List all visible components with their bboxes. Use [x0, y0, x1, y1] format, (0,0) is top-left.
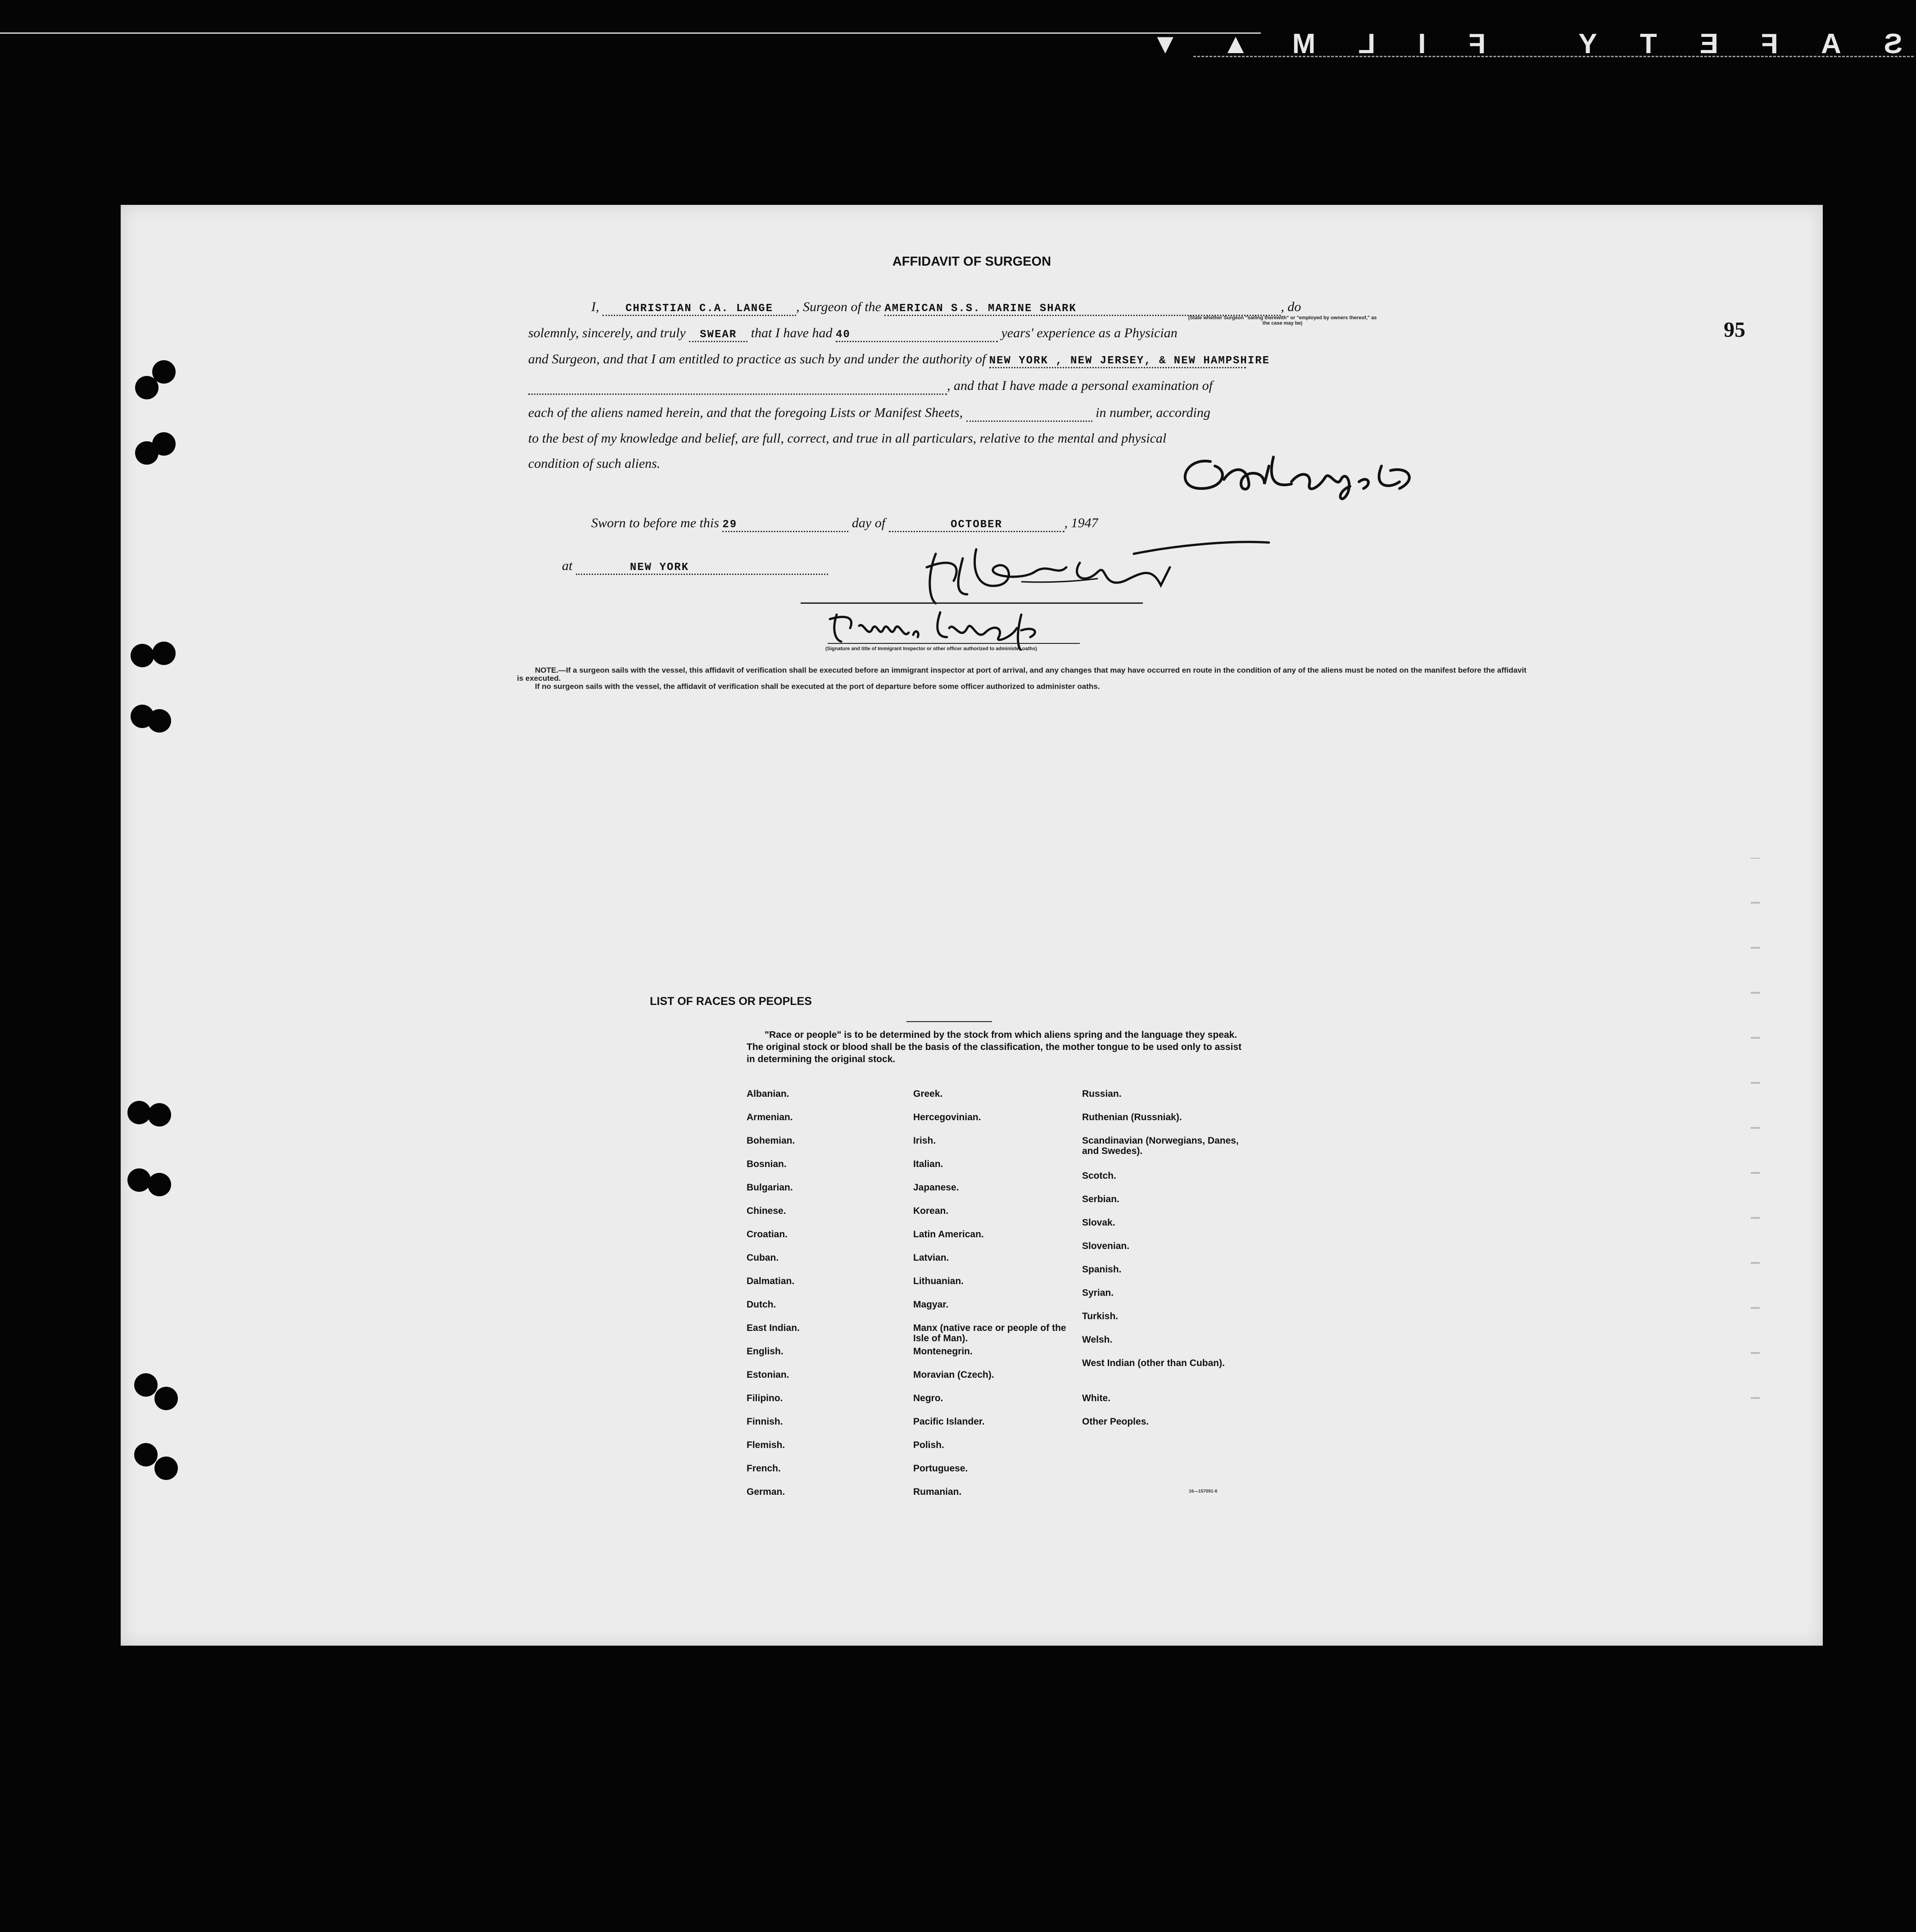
film-arrows: ▲▼	[1108, 28, 1250, 59]
surgeon-name-field: CHRISTIAN C.A. LANGE	[602, 303, 796, 316]
races-column-3	[1082, 1089, 1244, 1440]
vessel-note: (State whether Surgeon "sailing therewith" or "employed by owners thereof," as the case may be)	[1188, 315, 1377, 326]
binder-hole	[131, 644, 154, 667]
affidavit-line-5: each of the aliens named herein, and that the foregoing Lists or Manifest Sheets, in number, according	[528, 405, 1210, 422]
races-column-1	[747, 1089, 800, 1510]
film-strip	[0, 0, 1916, 72]
race-item: Italian.	[913, 1159, 943, 1169]
race-item: Negro.	[913, 1393, 943, 1403]
binder-hole	[148, 1103, 171, 1127]
race-item: Serbian.	[1082, 1194, 1119, 1204]
race-item: Slovak.	[1082, 1217, 1115, 1228]
race-item: Rumanian.	[913, 1487, 962, 1497]
race-item: Japanese.	[913, 1182, 959, 1193]
race-item: Finnish.	[747, 1416, 783, 1427]
race-item: Pacific Islander.	[913, 1416, 985, 1427]
race-item: White.	[1082, 1393, 1110, 1403]
at-place-field: NEW YORK	[576, 561, 828, 575]
races-title: LIST OF RACES OR PEOPLES	[650, 995, 812, 1008]
sworn-month-field: OCTOBER	[889, 519, 1064, 532]
race-item: German.	[747, 1487, 785, 1497]
race-item: Flemish.	[747, 1440, 785, 1450]
race-item: Other Peoples.	[1082, 1416, 1149, 1427]
race-item: Turkish.	[1082, 1311, 1119, 1321]
race-item: Magyar.	[913, 1299, 949, 1310]
race-item: Moravian (Czech).	[913, 1370, 994, 1380]
race-item: Armenian.	[747, 1112, 793, 1122]
binder-hole	[148, 1173, 171, 1196]
race-item: Slovenian.	[1082, 1241, 1130, 1251]
race-item: Albanian.	[747, 1089, 789, 1099]
form-number: 16—157091-6	[1189, 1489, 1218, 1494]
race-item: Montenegrin.	[913, 1346, 973, 1357]
race-item: Welsh.	[1082, 1335, 1113, 1345]
race-item: Hercegovinian.	[913, 1112, 981, 1122]
race-item: Dalmatian.	[747, 1276, 795, 1286]
authority-field-continued	[528, 381, 947, 395]
affidavit-title: AFFIDAVIT OF SURGEON	[892, 254, 1051, 269]
race-item: Scandinavian (Norwegians, Danes, and Swedes).	[1082, 1136, 1239, 1156]
vessel-name-field: AMERICAN S.S. MARINE SHARK	[884, 303, 1281, 316]
oath-field: SWEAR	[689, 329, 747, 342]
race-item: Greek.	[913, 1089, 943, 1099]
race-item: Irish.	[913, 1136, 936, 1146]
race-item: East Indian.	[747, 1323, 800, 1333]
binder-hole	[135, 441, 159, 465]
sworn-year: 47	[1084, 516, 1098, 530]
races-title-rule	[906, 1021, 992, 1022]
affidavit-line-6: to the best of my knowledge and belief, are full, correct, and true in all particulars, relative to the mental and physical	[528, 431, 1167, 446]
signature-title-caption: (Signature and title of Immigrant Inspector or other officer authorized to administer oaths)	[825, 646, 1037, 652]
binder-hole	[131, 705, 154, 728]
note-paragraph-2: If no surgeon sails with the vessel, the affidavit of verification shall be executed at the port of departure before some officer authorized to administer oaths.	[535, 682, 1100, 691]
race-item: Portuguese.	[913, 1463, 968, 1474]
years-field: 40	[836, 329, 998, 342]
race-item: Spanish.	[1082, 1264, 1122, 1275]
race-item: French.	[747, 1463, 781, 1474]
binder-hole	[152, 642, 176, 665]
binder-hole	[154, 1457, 178, 1480]
document-page	[121, 205, 1823, 1646]
binder-hole	[154, 1387, 178, 1410]
sworn-day-field: 29	[722, 519, 848, 532]
race-item: Polish.	[913, 1440, 944, 1450]
authority-field: NEW YORK , NEW JERSEY, & NEW HAMPSHIRE	[989, 355, 1246, 368]
affidavit-line-3: and Surgeon, and that I am entitled to practice as such by and under the authority of NEW YORK , NEW JERSEY, & NEW HAMPSHIRE	[528, 352, 1246, 368]
affidavit-note	[517, 666, 1530, 691]
race-item: Russian.	[1082, 1089, 1122, 1099]
race-item: Syrian.	[1082, 1288, 1114, 1298]
film-edge-text: SAFETY FILM▲▼	[1108, 28, 1902, 59]
race-item: Bulgarian.	[747, 1182, 793, 1193]
at-line: at NEW YORK	[562, 558, 828, 575]
race-item: Ruthenian (Russniak).	[1082, 1112, 1182, 1122]
race-item: Chinese.	[747, 1206, 786, 1216]
inspector-title-rule	[828, 643, 1080, 644]
race-item: West Indian (other than Cuban).	[1082, 1358, 1225, 1368]
race-item: Latvian.	[913, 1253, 949, 1263]
race-item: Bosnian.	[747, 1159, 787, 1169]
race-item: Manx (native race or people of the Isle of Man).	[913, 1323, 1066, 1344]
page-number: 95	[1724, 318, 1745, 342]
race-item: Lithuanian.	[913, 1276, 964, 1286]
film-edge-line	[0, 32, 1261, 34]
race-item: Cuban.	[747, 1253, 779, 1263]
race-item: Croatian.	[747, 1229, 788, 1240]
race-item: Scotch.	[1082, 1171, 1116, 1181]
race-item: Bohemian.	[747, 1136, 795, 1146]
affidavit-line-2: solemnly, sincerely, and truly SWEAR that I have had 40 years' experience as a Physician	[528, 326, 1178, 342]
sworn-line: Sworn to before me this 29 day of OCTOBER , 1947	[591, 516, 1098, 532]
binder-hole	[127, 1101, 151, 1124]
race-item: Korean.	[913, 1206, 949, 1216]
race-item: Dutch.	[747, 1299, 776, 1310]
margin-marks	[1742, 858, 1769, 1443]
surgeon-signature	[1156, 439, 1418, 516]
affidavit-line-4: , and that I have made a personal examination of	[528, 378, 1213, 395]
binder-hole	[127, 1168, 151, 1192]
race-item: Estonian.	[747, 1370, 789, 1380]
race-item: Filipino.	[747, 1393, 783, 1403]
binder-hole	[135, 376, 159, 399]
binder-hole	[134, 1373, 158, 1397]
affidavit-line-7: condition of such aliens.	[528, 456, 661, 471]
note-paragraph-1: NOTE.—If a surgeon sails with the vessel, this affidavit of verification shall be executed before an immigrant inspector at port of arrival, and any changes that may have occurred en route in the condition of any of the aliens must be noted on the manifest before the affidavit is executed.	[517, 666, 1526, 683]
sheets-count-field	[966, 408, 1092, 422]
race-item: English.	[747, 1346, 784, 1357]
race-item: Latin American.	[913, 1229, 984, 1240]
races-column-2	[913, 1089, 1066, 1510]
races-intro: "Race or people" is to be determined by the stock from which aliens spring and the language they speak. The original stock or blood shall be the basis of the classification, the mother tongue to be used only to assist in determining the original stock.	[747, 1030, 1242, 1064]
binder-hole	[134, 1443, 158, 1466]
affidavit-line-1: I, CHRISTIAN C.A. LANGE , Surgeon of the AMERICAN S.S. MARINE SHARK , do	[591, 299, 1301, 316]
